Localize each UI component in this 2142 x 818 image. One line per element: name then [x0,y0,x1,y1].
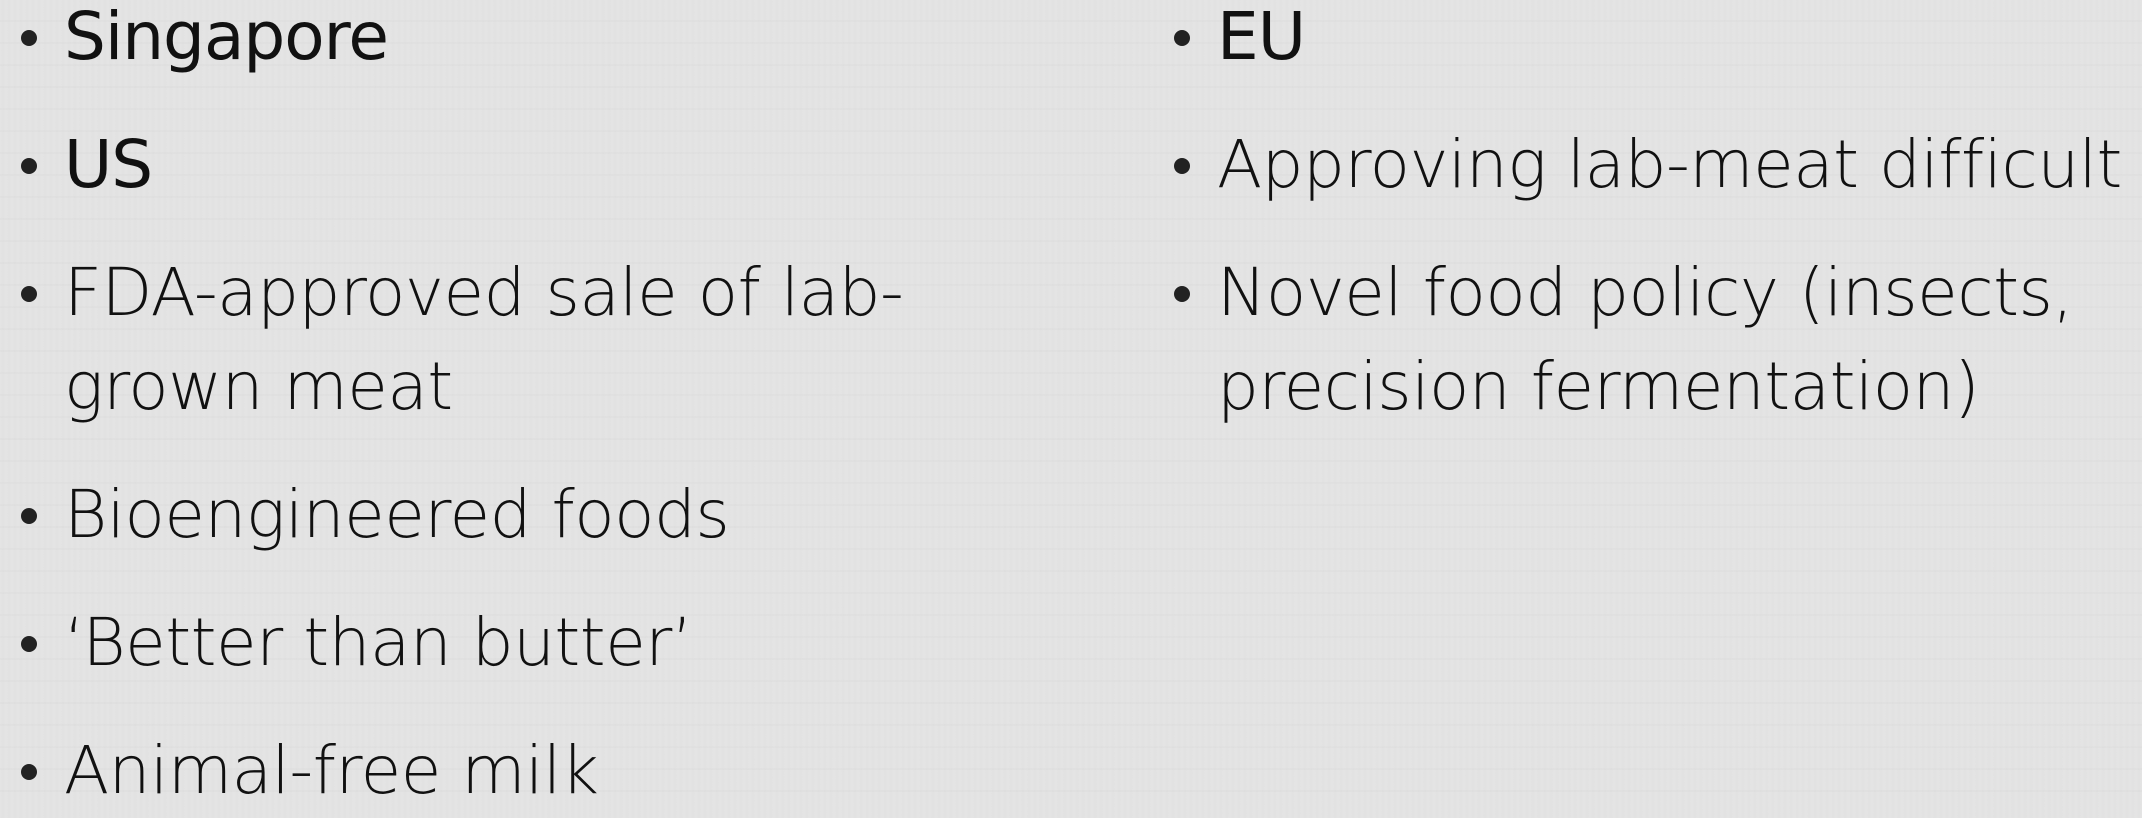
bullet-text: Approving lab-meat difficult [1217,126,2122,203]
bullet-text: Animal-free milk [64,732,599,809]
bullet-text: Novel food policy (insects, precision fermentation) [1217,254,2073,425]
right-bullet-list [1153,0,2133,434]
bullet-text: US [64,126,153,203]
bullet-dot-icon [1174,286,1190,302]
bullet-dot-icon [21,636,37,652]
bullet-dot-icon [1174,158,1190,174]
bullet-approving-lab-meat [1153,118,2133,212]
bullet-animal-free-milk [0,724,1120,818]
bullet-dot-icon [21,286,37,302]
bullet-text: FDA-approved sale of lab-grown meat [64,254,904,425]
bullet-dot-icon [21,764,37,780]
bullet-text: EU [1217,0,1306,75]
bullet-text: ‘Better than butter’ [64,604,693,681]
bullet-dot-icon [21,508,37,524]
bullet-text: Singapore [64,0,388,75]
bullet-us [0,118,1120,212]
bullet-novel-food-policy [1153,246,2097,434]
bullet-fda-approved [0,246,924,434]
bullet-text: Bioengineered foods [64,476,730,553]
bullet-eu [1153,0,2133,84]
bullet-dot-icon [1174,30,1190,46]
bullet-singapore [0,0,1120,84]
bullet-dot-icon [21,158,37,174]
bullet-dot-icon [21,30,37,46]
bullet-bioengineered-foods [0,468,1120,562]
bullet-better-than-butter [0,596,1120,690]
